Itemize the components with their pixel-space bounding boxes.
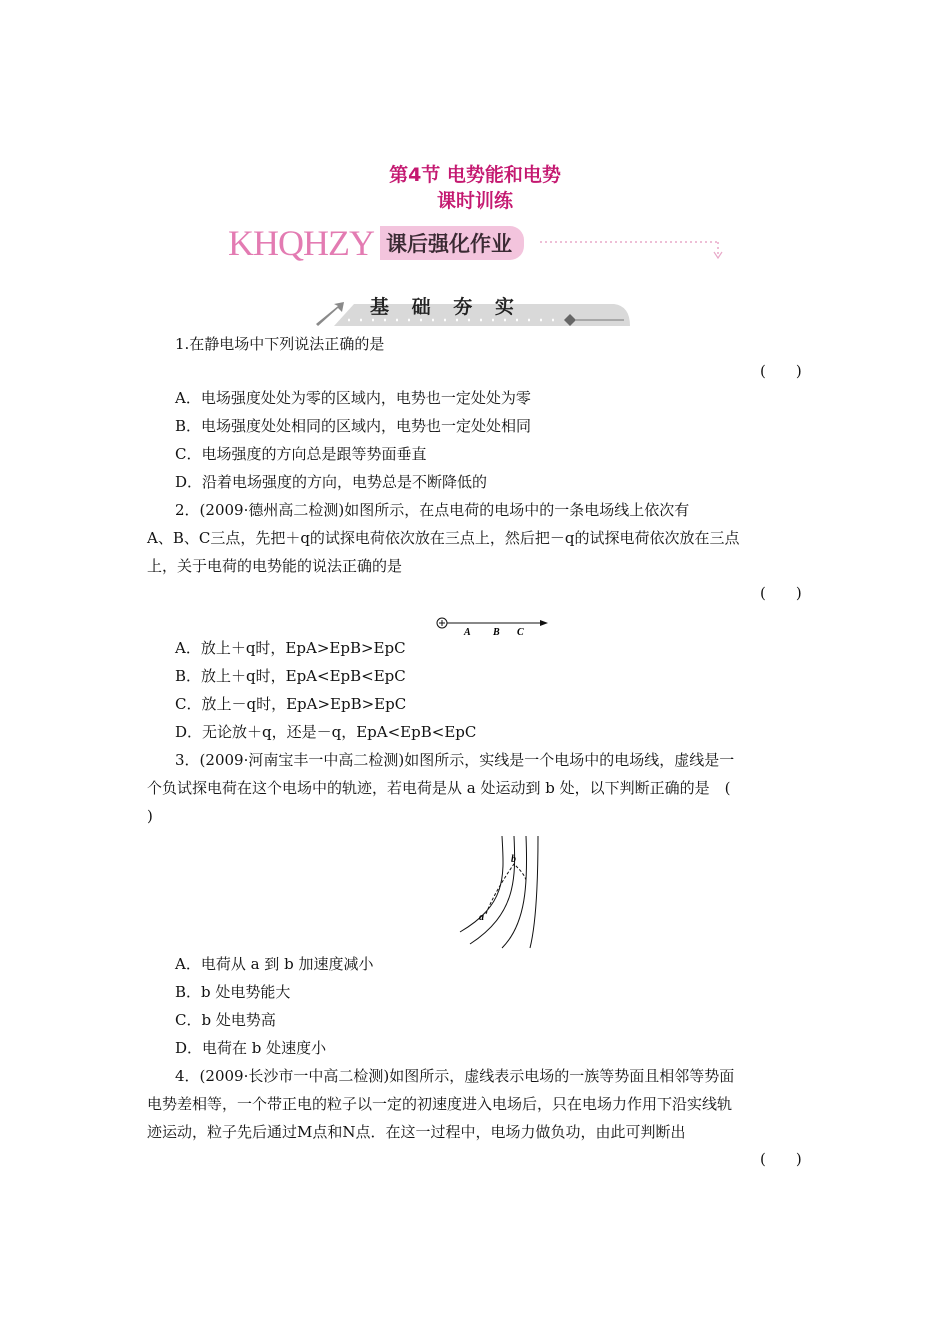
q2-option-d: D．无论放＋q，还是－q，EpA<EpB<EpC: [175, 723, 477, 741]
q1-answer-paren: ( ): [760, 362, 802, 380]
q2-option-b: B．放上＋q时，EpA<EpB<EpC: [175, 667, 406, 685]
q3-label-b: b: [511, 854, 516, 865]
q1-option-b: B．电场强度处处相同的区域内，电势也一定处处相同: [175, 417, 532, 435]
q3-option-d: D．电荷在 b 处速度小: [175, 1039, 327, 1057]
q3-option-c: C．b 处电势高: [175, 1011, 276, 1029]
q4-line1: 4．(2009·长沙市一中高二检测)如图所示，虚线表示电场的一族等势面且相邻等势面: [175, 1067, 735, 1085]
banner-label: 课后强化作业: [380, 226, 524, 260]
q4-line2: 电势差相等，一个带正电的粒子以一定的初速度进入电场后，只在电场力作用下沿实线轨: [147, 1095, 733, 1113]
banner-logo: KHQHZY: [228, 223, 374, 263]
q3-option-b: B．b 处电势能大: [175, 983, 291, 1001]
q4-answer-paren: ( ): [760, 1150, 802, 1168]
q3-option-a: A．电荷从 a 到 b 加速度减小: [175, 955, 374, 973]
q4-line3: 迹运动，粒子先后通过M点和N点．在这一过程中，电场力做负功，由此可判断出: [147, 1123, 686, 1141]
q1-option-d: D．沿着电场强度的方向，电势总是不断降低的: [175, 473, 488, 491]
banner-dotted-line: [540, 230, 730, 260]
q2-line2: A、B、C三点，先把＋q的试探电荷依次放在三点上，然后把－q的试探电荷依次放在三点: [147, 529, 740, 547]
page-title: 第4节 电势能和电势: [389, 164, 561, 186]
section-title: 基 础 夯 实: [370, 296, 522, 318]
q2-label-a: A: [464, 627, 471, 638]
q3-line3: ): [147, 807, 153, 825]
q2-line3: 上，关于电荷的电势能的说法正确的是: [147, 557, 403, 575]
q2-option-c: C．放上－q时，EpA>EpB>EpC: [175, 695, 407, 713]
q3-line1: 3．(2009·河南宝丰一中高二检测)如图所示，实线是一个电场中的电场线，虚线是一: [175, 751, 735, 769]
q1-stem: 1.在静电场中下列说法正确的是: [175, 335, 385, 353]
banner: [228, 224, 524, 262]
q3-line2: 个负试探电荷在这个电场中的轨迹，若电荷是从 a 处运动到 b 处，以下判断正确的是 (: [147, 779, 731, 797]
q2-label-c: C: [517, 627, 524, 638]
page-subtitle: 课时训练: [436, 190, 513, 212]
q3-label-a: a: [479, 912, 484, 923]
q2-line1: 2．(2009·德州高二检测)如图所示，在点电荷的电场中的一条电场线上依次有: [175, 501, 690, 519]
q1-option-a: A．电场强度处处为零的区域内，电势也一定处处为零: [175, 389, 531, 407]
q1-option-c: C．电场强度的方向总是跟等势面垂直: [175, 445, 427, 463]
q2-label-b: B: [493, 627, 500, 638]
q3-field-figure: [450, 834, 550, 950]
q2-option-a: A．放上＋q时，EpA>EpB>EpC: [175, 639, 406, 657]
q2-answer-paren: ( ): [760, 584, 802, 602]
q2-field-line-figure: [430, 612, 560, 638]
